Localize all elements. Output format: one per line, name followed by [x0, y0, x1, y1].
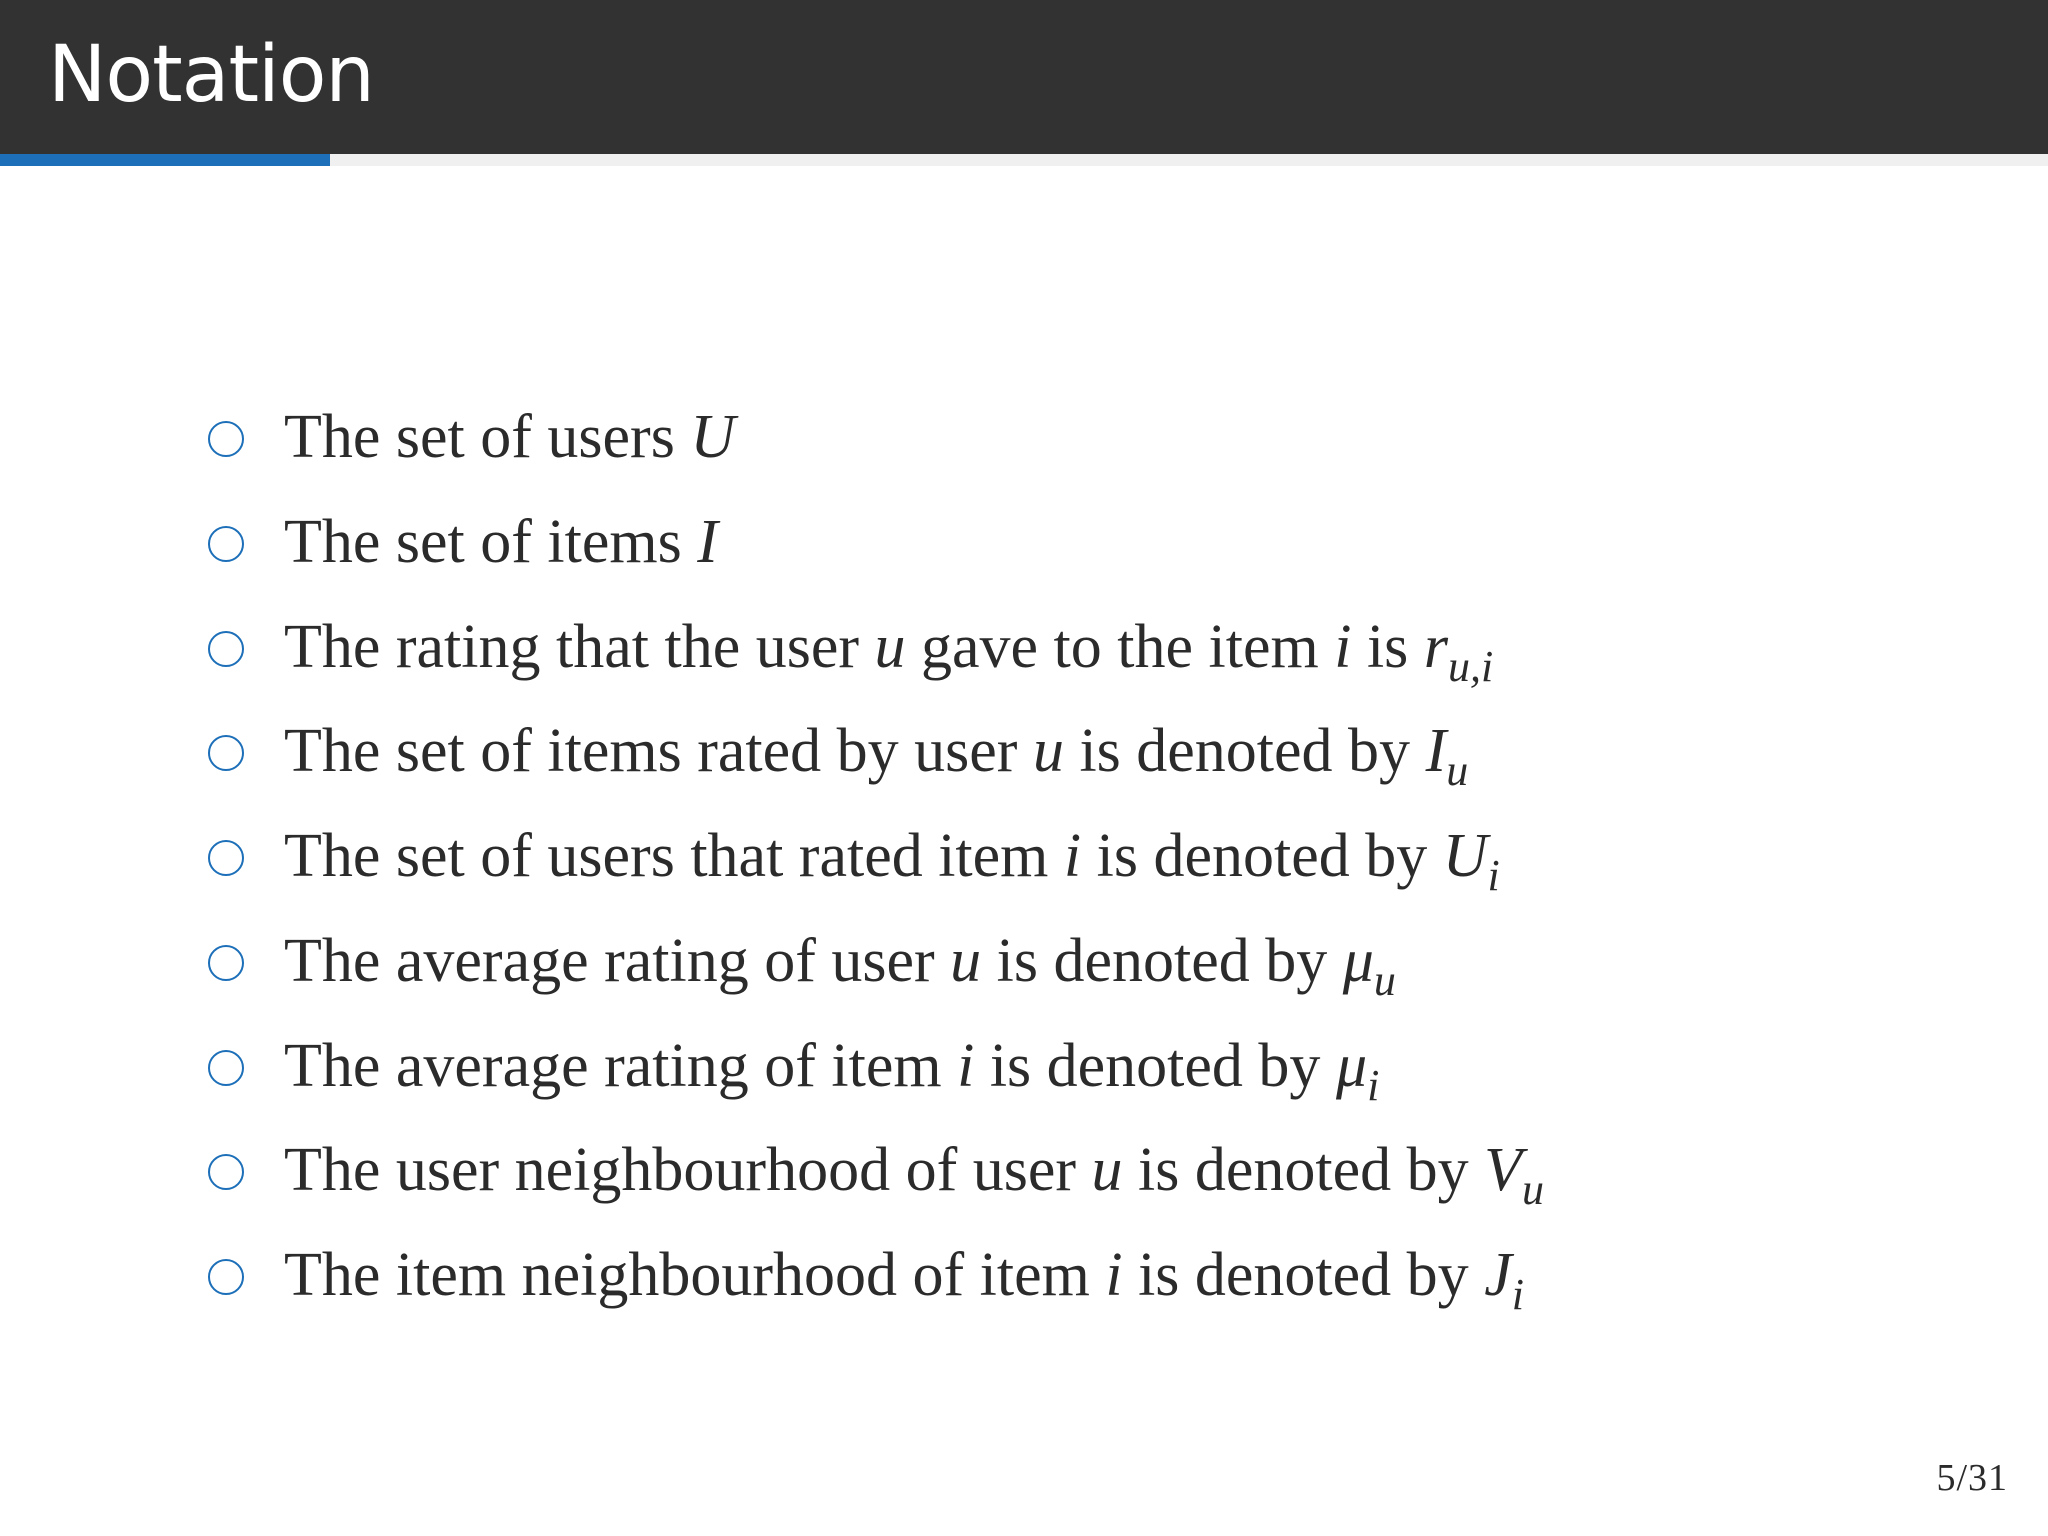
- notation-item-text: [284, 1014, 1379, 1125]
- hollow-circle-icon: [208, 1154, 244, 1190]
- notation-item-text: [284, 699, 1468, 810]
- notation-text: is denoted by: [1063, 717, 1426, 786]
- math-symbol: r: [1423, 612, 1448, 681]
- notation-text: is denoted by: [974, 1031, 1336, 1100]
- notation-item-text: [284, 909, 1396, 1020]
- math-symbol: u: [1091, 1136, 1123, 1205]
- notation-text: The set of items: [284, 507, 698, 576]
- hollow-circle-icon: [208, 421, 244, 457]
- hollow-circle-icon: [208, 735, 244, 771]
- math-subscript: u: [1446, 746, 1469, 796]
- math-symbol: μ: [1335, 1031, 1368, 1100]
- math-symbol: i: [1105, 1241, 1123, 1309]
- math-symbol: U: [1442, 822, 1488, 890]
- math-symbol: u: [874, 612, 906, 681]
- notation-text: is: [1351, 612, 1424, 681]
- notation-text: The set of users: [284, 403, 691, 471]
- slide-header: [0, 0, 2048, 154]
- math-subscript: ,: [1469, 641, 1481, 691]
- math-symbol: I: [697, 507, 718, 576]
- notation-text: The user neighbourhood of user: [284, 1136, 1092, 1205]
- math-subscript: u: [1373, 955, 1396, 1005]
- notation-item-text: [284, 490, 718, 595]
- math-subscript: i: [1511, 1270, 1524, 1319]
- page-number: [1936, 1456, 2008, 1500]
- notation-item-text: [284, 595, 1493, 706]
- page-total: 31: [1968, 1457, 2008, 1499]
- math-symbol: μ: [1342, 926, 1374, 995]
- hollow-circle-icon: [208, 1259, 244, 1295]
- notation-text: The average rating of user: [284, 926, 951, 995]
- math-subscript: i: [1480, 641, 1494, 691]
- math-symbol: V: [1484, 1136, 1523, 1205]
- slide-title: Notation: [48, 30, 374, 120]
- math-symbol: J: [1484, 1241, 1512, 1309]
- math-subscript: u: [1522, 1165, 1545, 1215]
- hollow-circle-icon: [208, 1050, 244, 1086]
- math-symbol: i: [1063, 822, 1082, 890]
- math-symbol: u: [1032, 717, 1064, 786]
- notation-item-text: [284, 1223, 1524, 1334]
- math-symbol: I: [1425, 717, 1447, 786]
- notation-text: is denoted by: [1122, 1241, 1485, 1309]
- math-symbol: i: [957, 1031, 975, 1100]
- math-symbol: i: [1334, 612, 1352, 681]
- page-separator: /: [1956, 1457, 1968, 1499]
- notation-text: The set of users that rated item: [284, 822, 1064, 890]
- notation-text: The set of items rated by user: [284, 717, 1033, 786]
- hollow-circle-icon: [208, 526, 244, 562]
- hollow-circle-icon: [208, 840, 244, 876]
- notation-text: The rating that the user: [284, 612, 875, 681]
- notation-item-text: [284, 804, 1500, 915]
- notation-text: The average rating of item: [284, 1031, 958, 1100]
- hollow-circle-icon: [208, 631, 244, 667]
- notation-text: The item neighbourhood of item: [284, 1241, 1106, 1309]
- math-subscript: u: [1447, 641, 1470, 691]
- notation-item-text: [284, 1118, 1544, 1229]
- notation-text: is denoted by: [981, 926, 1343, 995]
- hollow-circle-icon: [208, 945, 244, 981]
- slide-progress-bar: [0, 154, 2048, 166]
- notation-text: is denoted by: [1081, 822, 1443, 890]
- slide-progress-fill: [0, 154, 330, 166]
- page-current: 5: [1936, 1457, 1957, 1499]
- notation-text: is denoted by: [1122, 1136, 1485, 1205]
- notation-text: gave to the item: [905, 612, 1335, 681]
- math-subscript: i: [1487, 851, 1500, 900]
- math-symbol: U: [690, 403, 736, 471]
- math-subscript: i: [1367, 1060, 1380, 1110]
- math-symbol: u: [950, 926, 982, 995]
- notation-item-text: [284, 385, 735, 490]
